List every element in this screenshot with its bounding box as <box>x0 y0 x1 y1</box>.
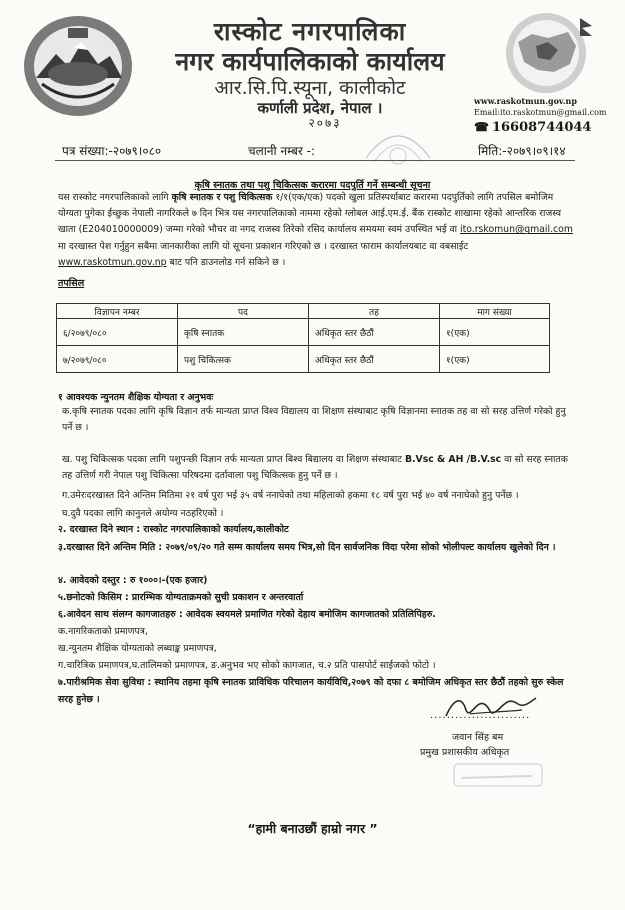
letter-date: मिति:-२०७९।०९।१४ <box>478 144 566 158</box>
qual-b-degree: B.Vsc & AH /B.V.sc <box>404 454 502 465</box>
cell-demand: १(एक) <box>440 319 550 346</box>
item-documents: ६.आवेदन साथ संलग्न कागजातहरु : आवेदक स्वयमले प्रमाणित गरेको देहाय बमोजिम कागजातको प्रतिलिपिहरु. <box>58 609 436 620</box>
qualification-heading: १ आवश्यक न्युनतम शैक्षिक योग्यता र अनुभवः <box>58 392 214 403</box>
office-stamp-icon <box>360 118 436 178</box>
intro-email-link[interactable]: ito.rskomun@gmail.com <box>460 224 573 236</box>
office-address: आर.सि.पि.स्यूना, कालीकोट <box>214 77 406 99</box>
item-fee: ४. आवेदको दस्तुर : रु १०००।-(एक हजार) <box>58 575 208 586</box>
qualification-c: ग.उमेरःदरखास्त दिने अन्तिम मितिमा २१ वर्ष पुरा भई ३५ वर्ष ननाघेको तथा महिलाको हकमा १८ वर्ष पुरा भई ४० वर्ष ननाघेको हुनु पर्नेछ । <box>62 490 519 501</box>
header-divider <box>55 160 575 161</box>
item-deadline: ३.दरखास्त दिने अन्तिम मिति : २०७९/०९/२० गते सम्म कार्यालय समय भित्र,सो दिन सार्वजनिक विदा परेमा सोको भोलीपल्ट कार्यालय खुलेको दिन । <box>58 542 556 553</box>
phone-value: 16608744044 <box>491 120 592 135</box>
document-3: ग.चारित्रिक प्रमाणपत्र,घ.तालिमको प्रमाणपत्र, ङ.अनुभव भए सोको कागजात, च.२ प्रति पासपोर्ट साईजको फोटो । <box>58 660 436 671</box>
qualification-d: घ.दुवै पदका लागि कानुनले अयोग्य नठहरिएको । <box>62 508 224 519</box>
qual-b-text-1: ख. पशु चिकित्सक पदका लागि पशुपन्छी विज्ञान तर्फ मान्यता प्राप्त बिश्व बिद्यालय वा शिक्षण संस्थाबाट <box>62 454 405 465</box>
office-stamp-icon <box>452 762 544 788</box>
phone-number <box>474 120 591 135</box>
col-level: तह <box>309 304 440 319</box>
table-row <box>57 346 550 373</box>
cell-level: अधिकृत स्तर छैठौं <box>309 346 440 373</box>
qualification-b <box>62 452 572 484</box>
email: Email:ito.raskotmun@gmail.com <box>474 108 607 117</box>
notice-title: कृषि स्नातक तथा पशु चिकित्सक करारमा पदपुर्ति गर्ने सम्बन्धी सूचना <box>194 180 431 191</box>
table-row <box>57 319 550 346</box>
signatory-title: प्रमुख प्रशासकीय अधिकृत <box>420 747 510 758</box>
cell-post: पशु चिकित्सक <box>178 346 309 373</box>
intro-posts: कृषि स्नातक र पशु चिकित्सक <box>171 192 273 203</box>
cell-ad-number: ७/२०७९/०८० <box>57 346 178 373</box>
website: www.raskotmun.gov.np <box>474 96 577 106</box>
footer-slogan: “हामी बनाउछौं हाम्रो नगर ” <box>247 821 378 836</box>
item-selection: ५.छनोटको किसिम : प्रारम्भिक योग्यताक्रमको सुची प्रकाशन र अन्तरवार्ता <box>58 592 304 603</box>
document-2: ख.न्युनतम शैक्षिक योग्यताको लब्धाङ्क प्रमाणपत्र, <box>58 643 217 654</box>
tapsil-heading: तपसिल <box>58 278 85 289</box>
qual-b-text-2: वा सो सरह स्नातक तह उत्तिर्ण गरी नेपाल पशु चिकित्सा परिषदमा दर्तावाला पशु चिकित्सक हुनु पर्ने छ । <box>62 454 568 481</box>
col-post: पद <box>178 304 309 319</box>
cell-level: अधिकृत स्तर छैठौं <box>309 319 440 346</box>
intro-text-3: मा दरखास्त पेश गर्नुहुन सबैमा जानकारीका लागि यो सूचना प्रकाशन गरिएको छ । दरखास्त फाराम कार्यालयबाट वा वबसाईट <box>58 240 469 252</box>
dispatch-number: चलानी नम्बर -: <box>248 144 315 158</box>
item-remuneration: ७.पारीश्रमिक सेवा सुविधा : स्थानिय तहमा कृषि स्नातक प्राविधिक परिचालन कार्यविधि,२०७९ को दफा ८ बमोजिम अधिकृत स्तर छैठौं तहको सुरु स्केल सरह हुनेछ । <box>58 677 564 705</box>
vacancy-table <box>56 303 550 373</box>
intro-text-1: यस रास्कोट नगरपालिकाको लागि <box>58 192 172 203</box>
signatory-name: जवान सिंह बम <box>452 732 504 743</box>
signature-line: ........................ <box>430 710 531 721</box>
phone-icon: ☎ <box>474 120 489 134</box>
table-header-row <box>57 304 550 319</box>
cell-demand: १(एक) <box>440 346 550 373</box>
office-name: नगर कार्यपालिकाको कार्यालय <box>175 47 445 76</box>
municipality-map-logo-icon <box>488 12 604 94</box>
item-application-place: २. दरखास्त दिने स्थान : रास्कोट नगरपालिकाको कार्यालय,कालीकोट <box>58 524 289 535</box>
nepal-emblem-icon <box>22 14 134 118</box>
cell-ad-number: ६/२०७९/०८० <box>57 319 178 346</box>
intro-text-2: १/१(एक/एक) पदको खुला प्रतिस्पर्धाबाट करारमा पदपुर्तिको लागि तपसिल बमोजिम योग्यता पुगेका ईच्छुक नेपाली नागरिकले ७ दिन भित्र यस नगरपालिकाको नाममा रहेको ग्लोबल आई.एम.ई. बैंक रास्कोट शाखामा रहेको आन्तरिक राजस्व खाता (E204010000009) जम्मा गरेको भौचर वा नगद राजस्व तिरेको रसिद कार्यालय समयमा स्वमं उपस्थित भई वा <box>58 192 562 236</box>
document-1: क.नागरिकताको प्रमाणपत्र, <box>58 626 148 637</box>
intro-text-4: बाट पनि डाउनलोड गर्न सकिने छ । <box>166 256 286 268</box>
qualification-a: क.कृषि स्नातक पदका लागि कृषि विज्ञान तर्फ मान्यता प्राप्त विश्व विद्यालय वा शिक्षण संस्थाबाट कृषि विज्ञानमा स्नातक तह वा सो सरह उत्तिर्ण गरेको हुनु पर्ने छ । <box>62 406 566 433</box>
reference-number: पत्र संख्या:-२०७९।०८० <box>62 144 162 158</box>
intro-website-link[interactable]: www.raskotmun.gov.np <box>58 256 167 268</box>
org-name: रास्कोट नगरपालिका <box>213 17 407 46</box>
notice-intro <box>58 190 573 271</box>
established-year: २०७३ <box>308 116 342 130</box>
col-demand: माग संख्या <box>440 304 550 319</box>
province: कर्णाली प्रदेश, नेपाल । <box>257 99 383 117</box>
cell-post: कृषि स्नातक <box>178 319 309 346</box>
col-ad-number: विज्ञापन नम्बर <box>57 304 178 319</box>
